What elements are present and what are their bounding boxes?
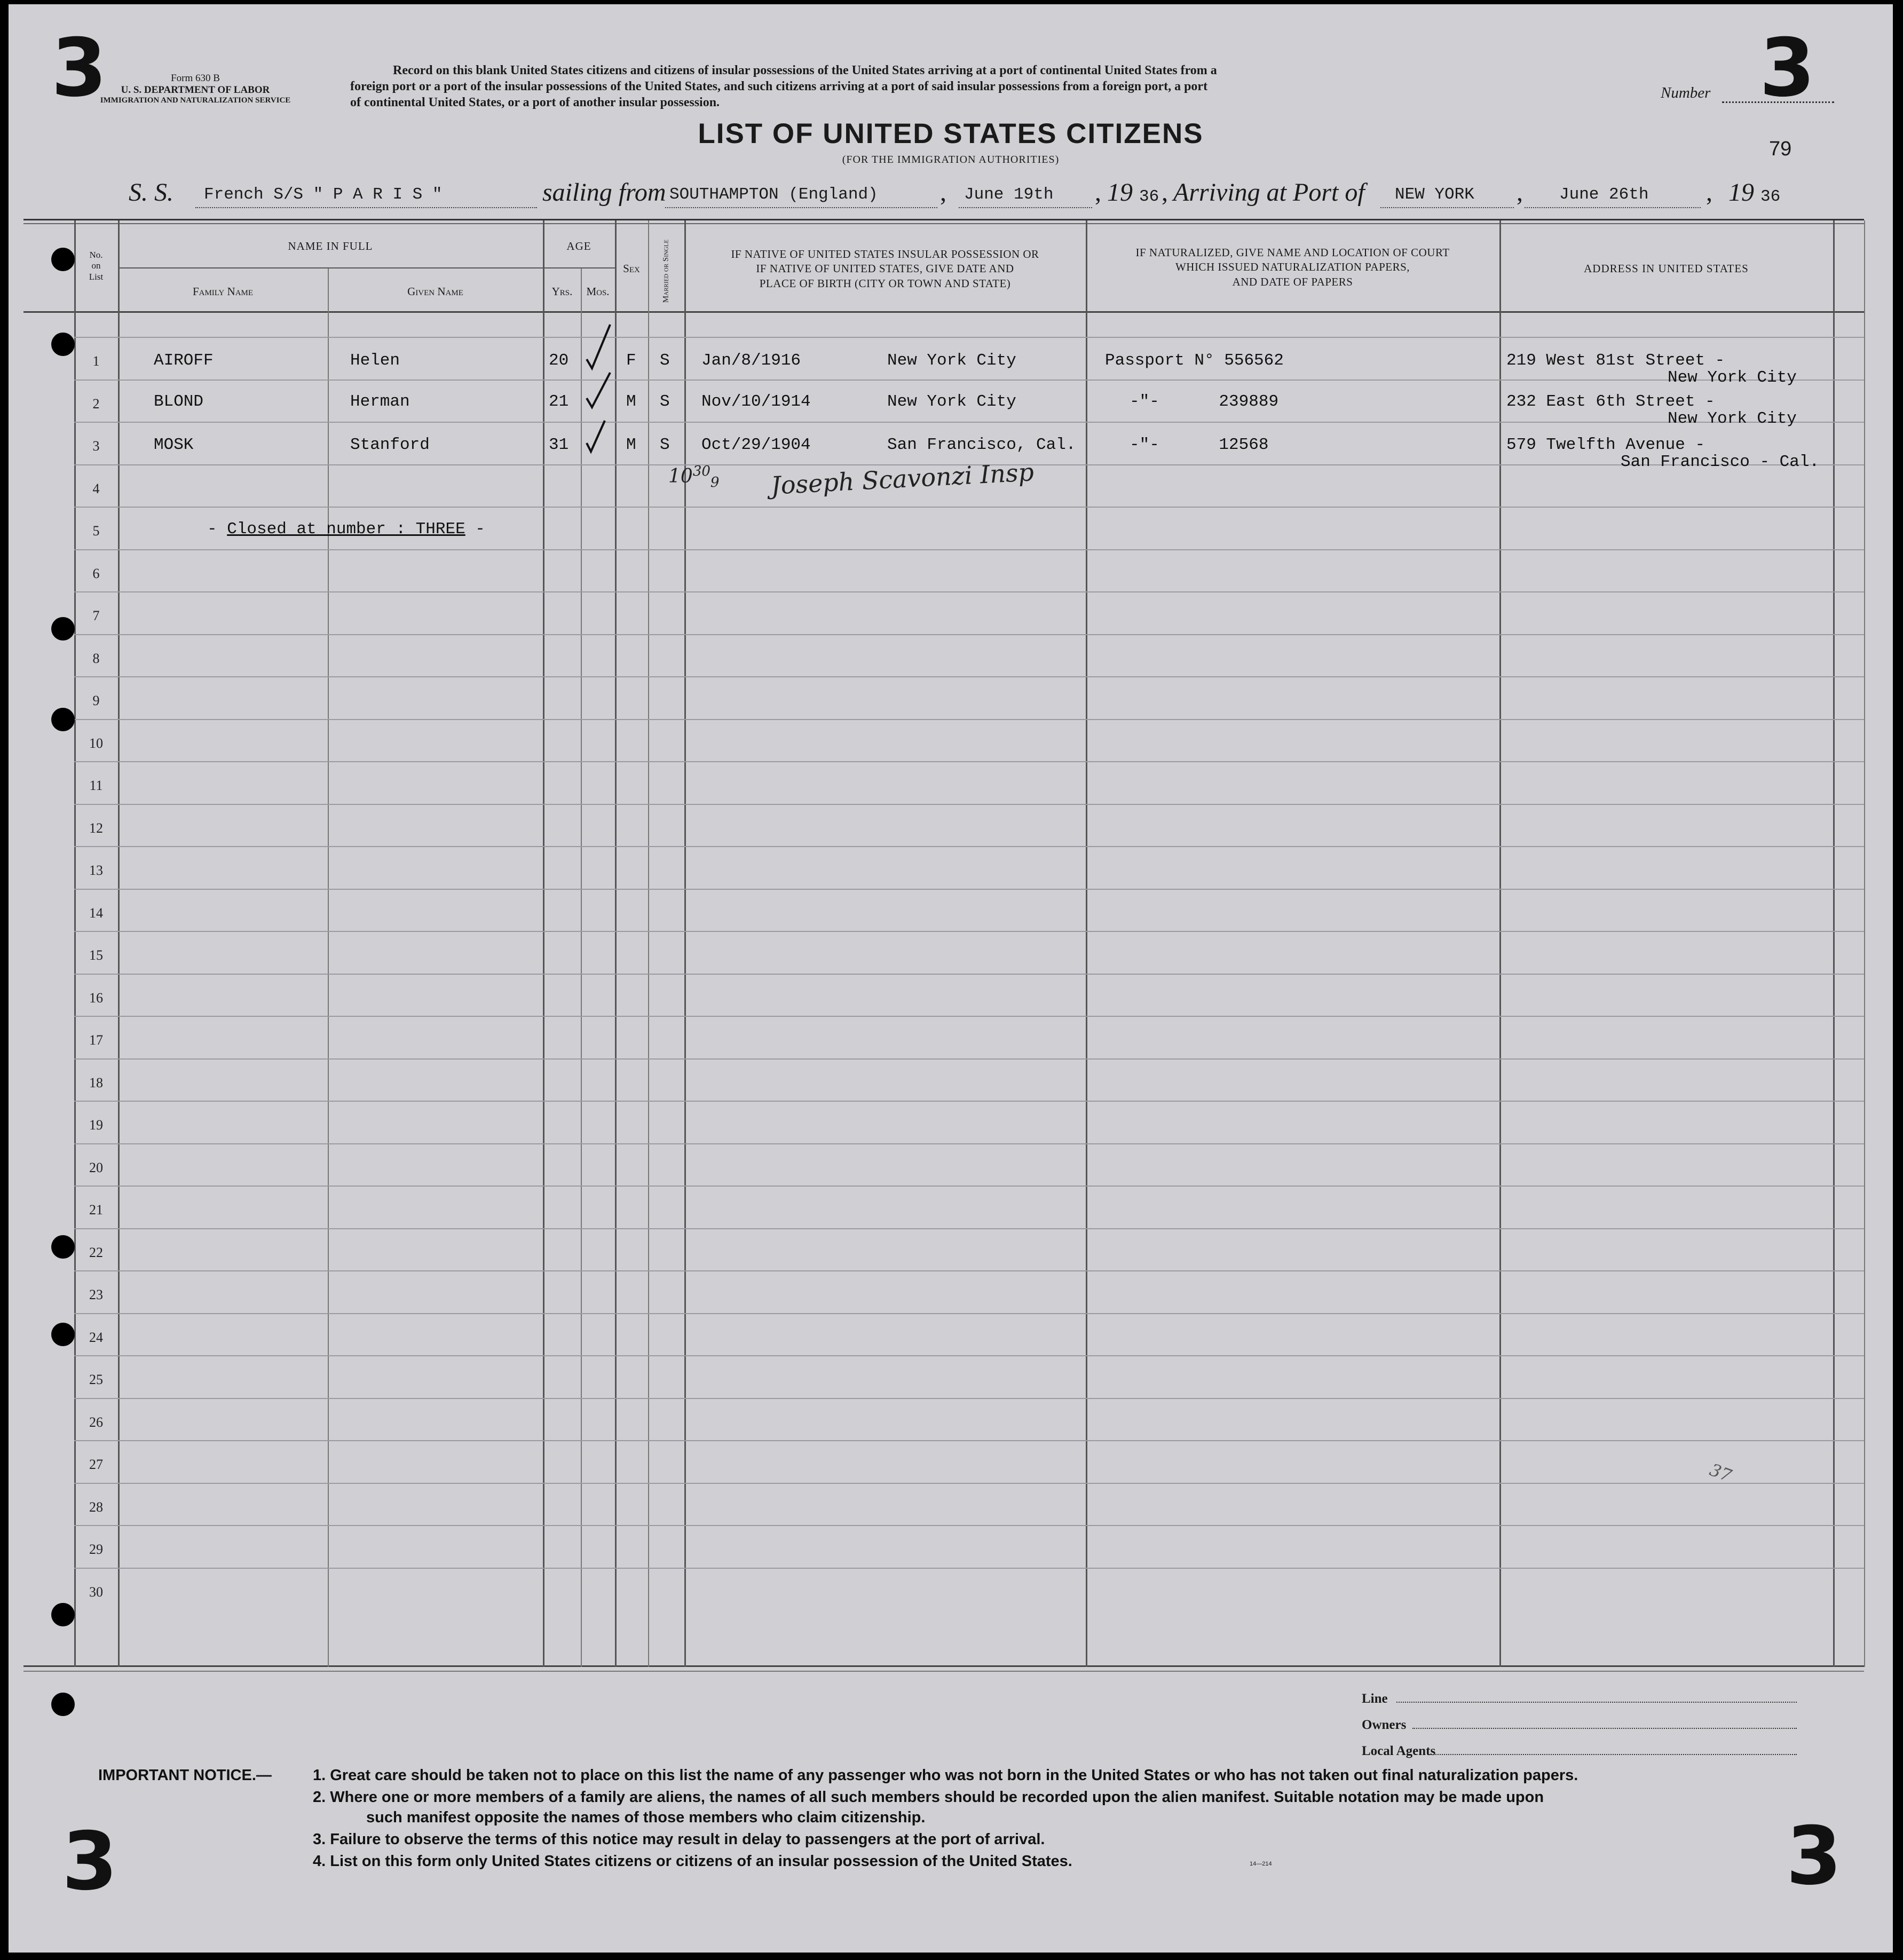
row-rule xyxy=(74,1525,1864,1526)
row-rule xyxy=(74,1270,1864,1271)
age-years: 31 xyxy=(549,436,569,454)
sail-date: June 19th xyxy=(964,185,1054,204)
given-name: Herman xyxy=(350,392,410,411)
binder-hole xyxy=(51,1693,75,1716)
row-number: 2 xyxy=(92,396,100,412)
family-name: BLOND xyxy=(154,392,204,411)
col-family-header: Family Name xyxy=(192,285,254,298)
row-number: 10 xyxy=(89,736,103,751)
family-name: AIROFF xyxy=(154,351,214,370)
row-rule xyxy=(74,719,1864,720)
naturalization-papers: -"- 12568 xyxy=(1130,436,1269,454)
agents-field-label: Local Agents xyxy=(1362,1744,1436,1758)
row-number: 19 xyxy=(89,1117,103,1133)
arrive-year-prefix: 19 xyxy=(1728,178,1754,207)
instruction-line: of continental United States, or a port of another insular possession. xyxy=(350,95,720,109)
marital-status: S xyxy=(660,392,670,411)
number-label: Number xyxy=(1661,84,1711,101)
row-number: 9 xyxy=(92,693,100,708)
row-number: 23 xyxy=(89,1287,103,1302)
sex: F xyxy=(626,351,636,370)
row-number: 6 xyxy=(92,566,100,581)
col-yrs-header: Yrs. xyxy=(551,285,573,298)
page-annotation: 79 xyxy=(1769,138,1792,160)
binder-hole xyxy=(51,708,75,731)
row-number: 7 xyxy=(92,608,100,623)
col-name-header: NAME IN FULL xyxy=(288,240,373,252)
row-rule xyxy=(74,634,1864,635)
row-number: 21 xyxy=(89,1202,103,1218)
birth-place: New York City xyxy=(887,351,1016,370)
binder-hole xyxy=(51,1603,75,1626)
row-number: 11 xyxy=(89,778,103,793)
checkmark-icons xyxy=(582,319,625,458)
row-number: 13 xyxy=(89,863,103,878)
notice-title: IMPORTANT NOTICE.— xyxy=(98,1767,272,1784)
form-service: IMMIGRATION AND NATURALIZATION SERVICE xyxy=(100,96,291,105)
arrive-date: June 26th xyxy=(1559,185,1649,204)
row-rule xyxy=(74,1313,1864,1314)
row-number: 5 xyxy=(92,523,100,539)
address-line-2: New York City xyxy=(1668,409,1797,428)
row-number: 16 xyxy=(89,990,103,1006)
col-native-header: IF NATIVE OF UNITED STATES INSULAR POSSESSION OR IF NATIVE OF UNITED STATES, GIVE DATE AND PLACE OF BIRTH (CITY OR TOWN AND STATE) xyxy=(731,248,1039,290)
owners-field-label: Owners xyxy=(1362,1718,1407,1732)
binder-hole xyxy=(51,333,75,356)
col-given-header: Given Name xyxy=(407,285,463,298)
row-rule xyxy=(74,1568,1864,1569)
sheet-number-top-right: 3 xyxy=(1759,22,1815,115)
marital-status: S xyxy=(660,436,670,454)
sailing-label: sailing from xyxy=(542,178,666,207)
col-naturalized-header: IF NATURALIZED, GIVE NAME AND LOCATION OF COURT WHICH ISSUED NATURALIZATION PAPERS, AND DATE OF PAPERS xyxy=(1135,246,1450,288)
table-bottom-border xyxy=(23,1665,1864,1667)
address-line-2: San Francisco - Cal. xyxy=(1621,453,1820,471)
margin-mark: 37 xyxy=(1707,1459,1734,1486)
row-rule xyxy=(74,1186,1864,1187)
notice-item: 4. List on this form only United States citizens or citizens of an insular possession of the United States. xyxy=(313,1853,1072,1870)
row-rule xyxy=(74,549,1864,550)
naturalization-papers: Passport N° 556562 xyxy=(1105,351,1284,370)
closed-note: - Closed at number : THREE - xyxy=(207,520,485,539)
notice-item: 2. Where one or more members of a family are aliens, the names of all such members should be recorded upon the alien manifest. Suitable notation may be made upon xyxy=(313,1789,1544,1806)
age-years: 21 xyxy=(549,392,569,411)
row-number: 30 xyxy=(89,1584,103,1600)
row-number: 25 xyxy=(89,1372,103,1387)
col-married-header: Married or Single xyxy=(661,239,670,303)
row-rule xyxy=(74,1016,1864,1017)
footer-fields xyxy=(1362,1686,1435,1764)
arriving-label: Arriving at Port of xyxy=(1173,178,1365,207)
given-name: Helen xyxy=(350,351,400,370)
form-id-block xyxy=(94,73,297,105)
instruction-line: Record on this blank United States citizens and citizens of insular possessions of the United States arriving at a port of continental United States from a xyxy=(393,64,1217,77)
notice-item: 1. Great care should be taken not to place on this list the name of any passenger who was not born in the United States or who has not taken out final naturalization papers. xyxy=(313,1767,1578,1784)
address-line-1: 579 Twelfth Avenue - xyxy=(1506,436,1705,454)
inspector-signature: Joseph Scavonzi Insp xyxy=(770,457,1035,500)
sail-year: 36 xyxy=(1139,187,1159,206)
col-mos-header: Mos. xyxy=(586,285,610,298)
address-line-2: New York City xyxy=(1668,368,1797,387)
row-rule xyxy=(74,676,1864,677)
binder-hole xyxy=(51,1323,75,1346)
page-title: LIST OF UNITED STATES CITIZENS xyxy=(698,118,1204,149)
row-rule xyxy=(74,1355,1864,1356)
row-rule xyxy=(74,1483,1864,1484)
row-rule xyxy=(74,507,1864,508)
sheet-number-top-left: 3 xyxy=(51,22,107,115)
notice-item: such manifest opposite the names of those members who claim citizenship. xyxy=(366,1809,926,1826)
row-number: 24 xyxy=(89,1330,103,1345)
row-rule xyxy=(74,337,1864,338)
voyage-line: S. S. French S/S " P A R I S " sailing from SOUTHAMPTON (England) , June 19th , 19 36 , Arriving at Port of NEW YORK , June 26th , 19 36 xyxy=(129,178,1781,207)
row-rule xyxy=(74,974,1864,975)
row-number: 29 xyxy=(89,1542,103,1557)
row-rule xyxy=(74,1228,1864,1229)
form-instructions xyxy=(350,63,1573,110)
page-subtitle: (FOR THE IMMIGRATION AUTHORITIES) xyxy=(842,154,1060,165)
row-number: 28 xyxy=(89,1499,103,1515)
address-line-1: 232 East 6th Street - xyxy=(1506,392,1715,411)
family-name: MOSK xyxy=(154,436,194,454)
sex: M xyxy=(626,436,636,454)
table-top-border xyxy=(23,219,1864,220)
ship-name: French S/S " P A R I S " xyxy=(204,185,443,204)
row-number: 18 xyxy=(89,1075,103,1090)
row-number: 27 xyxy=(89,1457,103,1472)
row-rule xyxy=(74,1398,1864,1399)
form-number: Form 630 B xyxy=(171,73,220,84)
binder-hole xyxy=(51,617,75,641)
closed-note-text: Closed at number : THREE xyxy=(227,520,465,539)
row-number: 4 xyxy=(92,481,100,496)
row-number: 26 xyxy=(89,1414,103,1430)
row-rule xyxy=(74,804,1864,805)
to-port: NEW YORK xyxy=(1395,185,1474,204)
binder-hole xyxy=(51,248,75,271)
row-number: 17 xyxy=(89,1032,103,1048)
row-rule xyxy=(74,889,1864,890)
col-age-header: AGE xyxy=(566,240,591,252)
binder-hole xyxy=(51,1235,75,1259)
sail-year-prefix: 19 xyxy=(1107,178,1133,207)
row-number: 14 xyxy=(89,905,103,921)
address-line-1: 219 West 81st Street - xyxy=(1506,351,1725,370)
row-number: 22 xyxy=(89,1245,103,1260)
sheet-number-bottom-left: 3 xyxy=(62,1815,118,1908)
row-number: 15 xyxy=(89,947,103,963)
row-number: 1 xyxy=(92,353,100,369)
from-port: SOUTHAMPTON (England) xyxy=(669,185,878,204)
given-name: Stanford xyxy=(350,436,430,454)
marital-status: S xyxy=(660,351,670,370)
col-address-header: ADDRESS IN UNITED STATES xyxy=(1584,262,1749,275)
birth-date: Oct/29/1904 xyxy=(701,436,811,454)
manifest-sheet xyxy=(9,4,1893,1953)
row-number: 3 xyxy=(92,438,100,454)
birth-date: Nov/10/1914 xyxy=(701,392,811,411)
sex: M xyxy=(626,392,636,411)
row-rule xyxy=(74,761,1864,762)
birth-date: Jan/8/1916 xyxy=(701,351,801,370)
row-rule xyxy=(74,1440,1864,1441)
col-sex-header: Sex xyxy=(623,262,640,275)
form-department: U. S. DEPARTMENT OF LABOR xyxy=(121,84,270,96)
birth-place: San Francisco, Cal. xyxy=(887,436,1076,454)
sheet-number-bottom-right: 3 xyxy=(1786,1810,1842,1903)
printer-code: 14—214 xyxy=(1250,1861,1272,1867)
instruction-line: foreign port or a port of the insular possessions of the United States, and such citizens arriving at a port of said insular possessions from a foreign port, a port xyxy=(350,79,1208,93)
row-rule xyxy=(74,380,1864,381)
row-number: 20 xyxy=(89,1160,103,1175)
row-rule xyxy=(74,422,1864,423)
row-rule xyxy=(74,1101,1864,1102)
ss-label: S. S. xyxy=(129,178,173,207)
arrive-year: 36 xyxy=(1760,187,1781,206)
row-number: 12 xyxy=(89,820,103,836)
birth-place: New York City xyxy=(887,392,1016,411)
row-rule xyxy=(74,591,1864,592)
row-number: 8 xyxy=(92,651,100,666)
number-dotted-line xyxy=(1722,101,1834,103)
col-no-header: No. on List xyxy=(89,250,104,282)
table-header-divider xyxy=(23,311,1864,313)
age-years: 20 xyxy=(549,351,569,370)
line-field-label: Line xyxy=(1362,1692,1388,1706)
handwritten-time: $10^{30}_9$ xyxy=(668,463,720,491)
notice-item: 3. Failure to observe the terms of this notice may result in delay to passengers at the port of arrival. xyxy=(313,1831,1045,1848)
row-rule xyxy=(74,1058,1864,1060)
naturalization-papers: -"- 239889 xyxy=(1130,392,1279,411)
row-rule xyxy=(74,1143,1864,1144)
row-rule xyxy=(74,846,1864,847)
row-rule xyxy=(74,931,1864,932)
